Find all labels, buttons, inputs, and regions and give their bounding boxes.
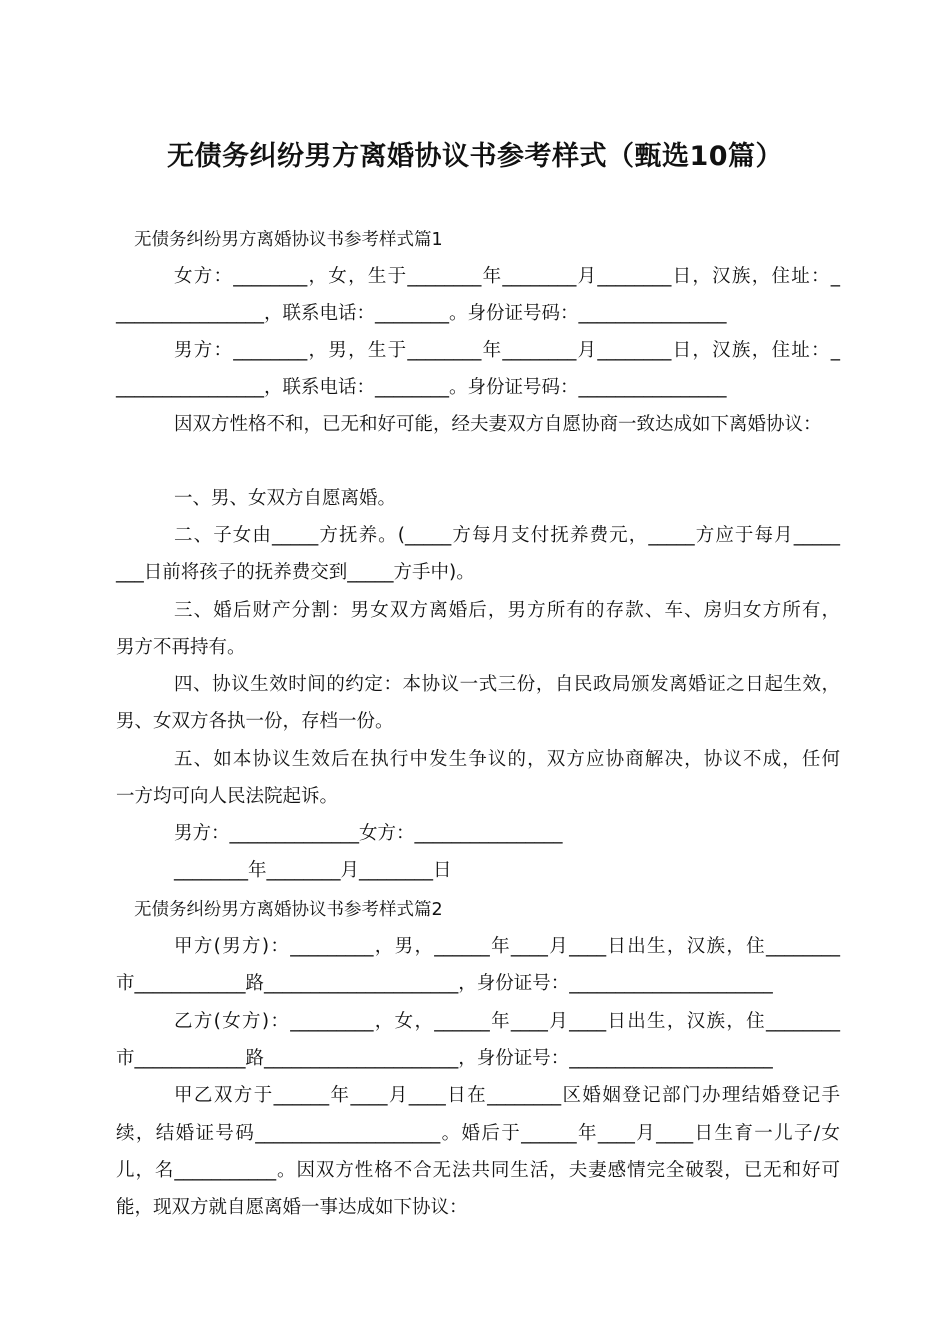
section-2-line: 市____________路_____________________，身份证号：______________________: [116, 973, 773, 994]
section-1-line: ___日前将孩子的抚养费交到_____方手中)。: [116, 562, 475, 583]
section-1-line: 三、婚后财产分割：男女双方离婚后，男方所有的存款、车、房归女方所有，: [174, 600, 840, 621]
section-2-line: 市____________路_____________________，身份证号：______________________: [116, 1048, 773, 1069]
section-1-line: ________________，联系电话：________。身份证号码：________________: [116, 303, 727, 324]
section-1-heading: 无债务纠纷男方离婚协议书参考样式篇1: [134, 230, 443, 250]
section-2-line: 能，现双方就自愿离婚一事达成如下协议：: [116, 1197, 468, 1218]
section-1-line: 一方均可向人民法院起诉。: [116, 786, 339, 807]
section-1-line: 男方：________，男，生于________年________月________日，汉族，住址：_: [174, 340, 840, 361]
section-2-line: 甲乙双方于______年____月____日在________区婚姻登记部门办理结婚登记手: [174, 1085, 840, 1106]
signature-line: 男方：______________女方：________________: [174, 823, 563, 844]
section-2-line: 甲方(男方)：_________，男，______年____月____日出生，汉族，住________: [174, 936, 840, 957]
section-2-line: 乙方(女方)：_________，女，______年____月____日出生，汉族，住________: [174, 1011, 840, 1032]
date-line: ________年________月________日: [174, 860, 452, 881]
section-1-line: 女方：________，女，生于________年________月________日，汉族，住址：_: [174, 266, 840, 287]
section-2-line: 续，结婚证号码____________________。婚后于______年____月____日生育一儿子/女: [116, 1123, 840, 1144]
section-1-line: 二、子女由_____方抚养。(_____方每月支付抚养费元，_____方应于每月_____: [174, 525, 840, 546]
document-title: 无债务纠纷男方离婚协议书参考样式（甄选10篇）: [166, 141, 784, 172]
section-1-line: 四、协议生效时间的约定：本协议一式三份，自民政局颁发离婚证之日起生效，: [174, 674, 840, 695]
section-2-heading: 无债务纠纷男方离婚协议书参考样式篇2: [134, 900, 443, 920]
section-1-line: ________________，联系电话：________。身份证号码：________________: [116, 377, 727, 398]
section-2-line: 儿，名___________。因双方性格不合无法共同生活，夫妻感情完全破裂，已无和好可: [116, 1160, 840, 1181]
section-1-line: 男、女双方各执一份，存档一份。: [116, 711, 394, 732]
section-1-line: 男方不再持有。: [116, 637, 246, 658]
section-1-line: 五、如本协议生效后在执行中发生争议的，双方应协商解决，协议不成，任何: [174, 749, 840, 770]
section-1-line: 一、男、女双方自愿离婚。: [174, 488, 397, 509]
section-1-line: 因双方性格不和，已无和好可能，经夫妻双方自愿协商一致达成如下离婚协议：: [174, 414, 822, 435]
